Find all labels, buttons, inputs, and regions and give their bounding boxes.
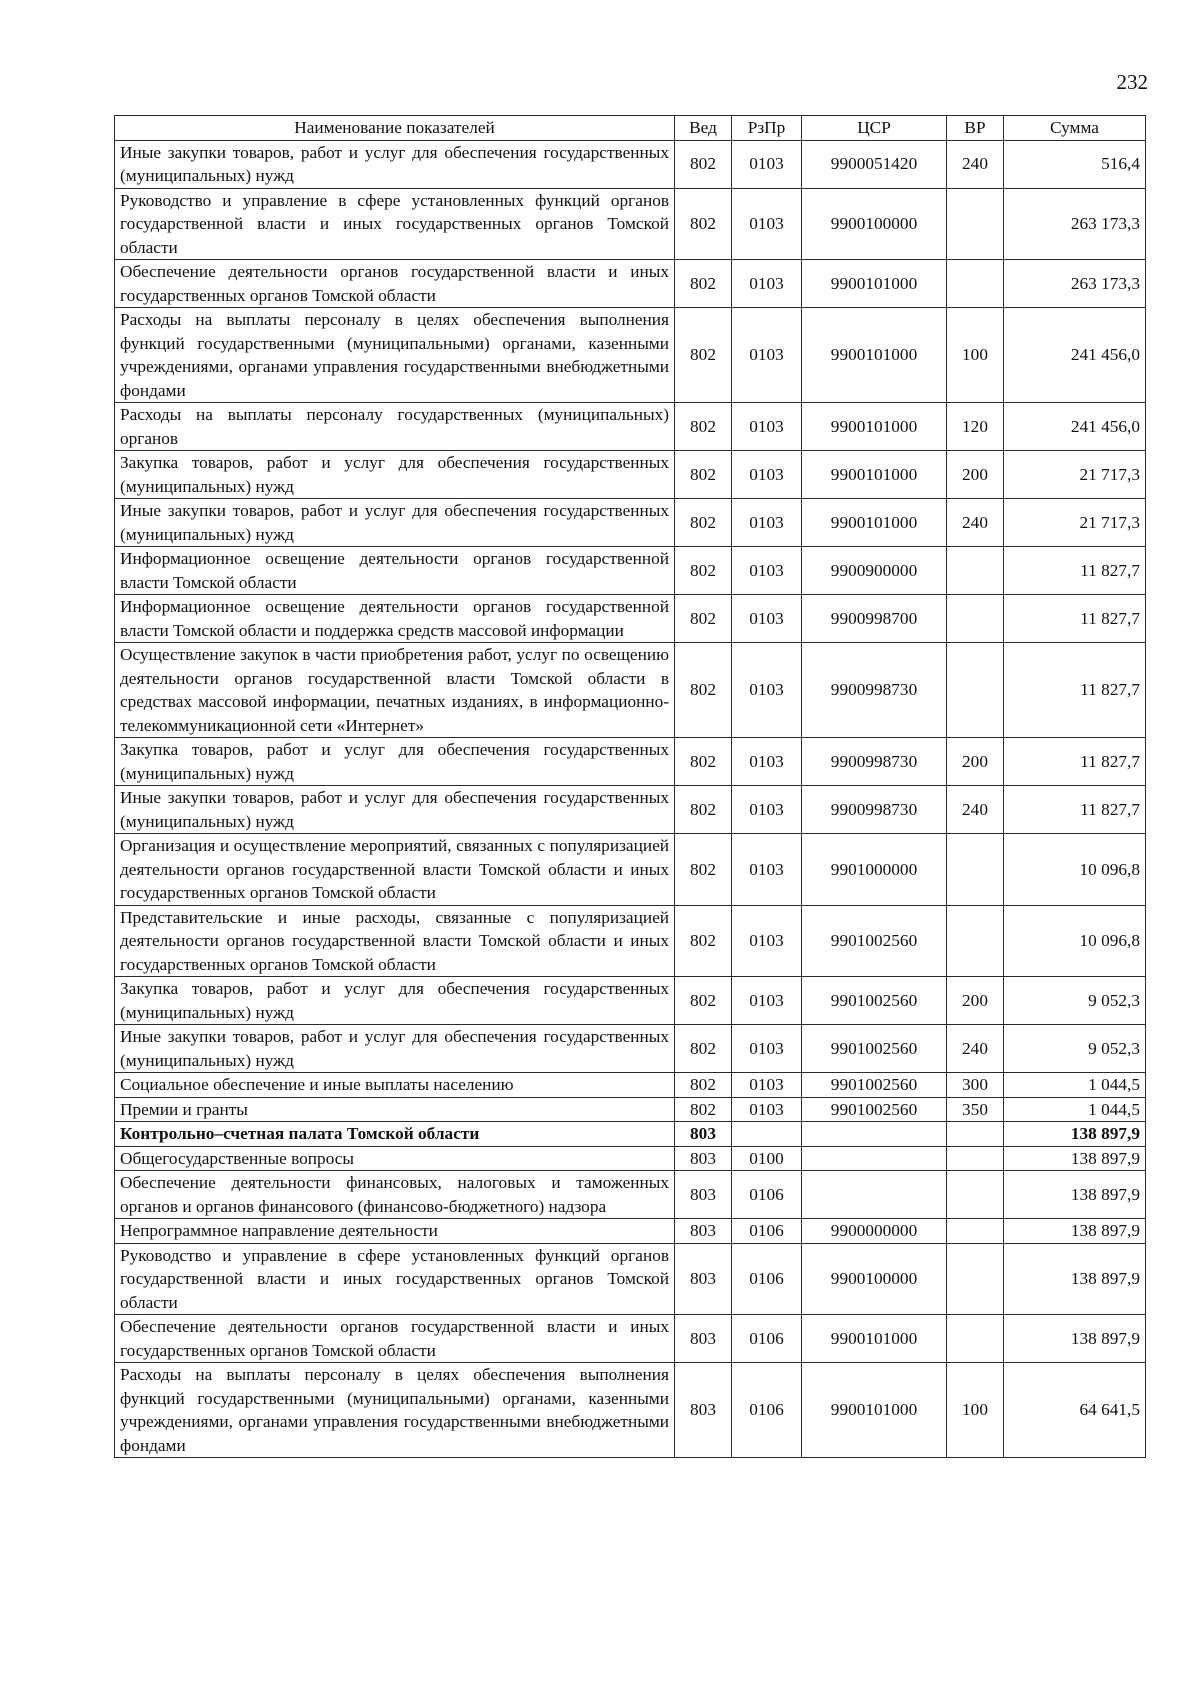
cell-vr: 240	[947, 786, 1004, 834]
cell-rzpr: 0106	[732, 1363, 802, 1458]
table-body	[115, 140, 1146, 1458]
cell-name: Информационное освещение деятельности органов государственной власти Томской области и поддержка средств массовой информации	[115, 595, 675, 643]
cell-ved: 802	[675, 977, 732, 1025]
cell-ved: 802	[675, 738, 732, 786]
cell-vr	[947, 547, 1004, 595]
header-rzpr: РзПр	[732, 116, 802, 141]
cell-csr: 9900101000	[802, 499, 947, 547]
table-row	[115, 1171, 1146, 1219]
cell-sum: 11 827,7	[1004, 786, 1146, 834]
cell-ved: 802	[675, 1073, 732, 1098]
cell-rzpr: 0106	[732, 1243, 802, 1315]
cell-csr: 9900998730	[802, 786, 947, 834]
cell-name: Закупка товаров, работ и услуг для обеспечения государственных (муниципальных) нужд	[115, 977, 675, 1025]
cell-name: Расходы на выплаты персоналу в целях обеспечения выполнения функций государственными (муниципальными) органами, казенными учреждениями, органами управления государственными внебюджетными фондами	[115, 1363, 675, 1458]
cell-name: Закупка товаров, работ и услуг для обеспечения государственных (муниципальных) нужд	[115, 451, 675, 499]
cell-rzpr: 0103	[732, 786, 802, 834]
table-row	[115, 1363, 1146, 1458]
header-name: Наименование показателей	[115, 116, 675, 141]
cell-vr	[947, 1146, 1004, 1171]
cell-vr: 200	[947, 738, 1004, 786]
table-row	[115, 547, 1146, 595]
cell-sum: 10 096,8	[1004, 834, 1146, 906]
cell-name: Обеспечение деятельности органов государственной власти и иных государственных органов Томской области	[115, 1315, 675, 1363]
cell-vr	[947, 1243, 1004, 1315]
cell-vr	[947, 1315, 1004, 1363]
cell-rzpr: 0103	[732, 308, 802, 403]
cell-vr: 240	[947, 499, 1004, 547]
budget-table	[114, 115, 1146, 1458]
table-row	[115, 403, 1146, 451]
cell-sum: 138 897,9	[1004, 1122, 1146, 1147]
cell-rzpr: 0103	[732, 140, 802, 188]
cell-csr: 9900101000	[802, 1315, 947, 1363]
cell-rzpr	[732, 1122, 802, 1147]
cell-csr: 9900998730	[802, 643, 947, 738]
table-row	[115, 1146, 1146, 1171]
cell-ved: 802	[675, 547, 732, 595]
cell-sum: 241 456,0	[1004, 308, 1146, 403]
cell-sum: 9 052,3	[1004, 977, 1146, 1025]
cell-vr	[947, 834, 1004, 906]
cell-rzpr: 0103	[732, 547, 802, 595]
cell-ved: 802	[675, 403, 732, 451]
cell-vr	[947, 905, 1004, 977]
cell-vr: 350	[947, 1097, 1004, 1122]
cell-sum: 21 717,3	[1004, 499, 1146, 547]
cell-ved: 802	[675, 1025, 732, 1073]
cell-vr	[947, 1219, 1004, 1244]
cell-ved: 802	[675, 595, 732, 643]
table-row	[115, 499, 1146, 547]
cell-name: Представительские и иные расходы, связанные с популяризацией деятельности органов государственной власти Томской области и иных государственных органов Томской области	[115, 905, 675, 977]
cell-vr: 200	[947, 977, 1004, 1025]
cell-sum: 138 897,9	[1004, 1315, 1146, 1363]
table-row	[115, 1097, 1146, 1122]
cell-ved: 802	[675, 643, 732, 738]
cell-rzpr: 0103	[732, 260, 802, 308]
cell-ved: 802	[675, 308, 732, 403]
cell-rzpr: 0103	[732, 1073, 802, 1098]
cell-name: Осуществление закупок в части приобретения работ, услуг по освещению деятельности органов государственной власти Томской области в средствах массовой информации, печатных изданиях, в информационно-телекоммуникационной сети «Интернет»	[115, 643, 675, 738]
table-row	[115, 140, 1146, 188]
cell-name: Контрольно–счетная палата Томской области	[115, 1122, 675, 1147]
cell-rzpr: 0103	[732, 905, 802, 977]
table-row	[115, 451, 1146, 499]
cell-name: Руководство и управление в сфере установленных функций органов государственной власти и иных государственных органов Томской области	[115, 188, 675, 260]
cell-rzpr: 0103	[732, 595, 802, 643]
table-row	[115, 260, 1146, 308]
cell-sum: 11 827,7	[1004, 595, 1146, 643]
cell-vr	[947, 595, 1004, 643]
header-ved: Вед	[675, 116, 732, 141]
table-row	[115, 1243, 1146, 1315]
cell-vr	[947, 188, 1004, 260]
cell-rzpr: 0103	[732, 1097, 802, 1122]
cell-sum: 1 044,5	[1004, 1097, 1146, 1122]
cell-csr: 9901000000	[802, 834, 947, 906]
cell-ved: 802	[675, 499, 732, 547]
table-row	[115, 1073, 1146, 1098]
cell-name: Руководство и управление в сфере установленных функций органов государственной власти и иных государственных органов Томской области	[115, 1243, 675, 1315]
table-row	[115, 1025, 1146, 1073]
cell-sum: 138 897,9	[1004, 1146, 1146, 1171]
cell-name: Иные закупки товаров, работ и услуг для обеспечения государственных (муниципальных) нужд	[115, 786, 675, 834]
cell-vr	[947, 1171, 1004, 1219]
cell-csr: 9900101000	[802, 451, 947, 499]
table-row	[115, 308, 1146, 403]
cell-sum: 9 052,3	[1004, 1025, 1146, 1073]
cell-sum: 11 827,7	[1004, 547, 1146, 595]
cell-name: Иные закупки товаров, работ и услуг для обеспечения государственных (муниципальных) нужд	[115, 140, 675, 188]
cell-sum: 1 044,5	[1004, 1073, 1146, 1098]
cell-csr: 9901002560	[802, 1073, 947, 1098]
cell-sum: 11 827,7	[1004, 738, 1146, 786]
cell-ved: 803	[675, 1243, 732, 1315]
table-row	[115, 738, 1146, 786]
cell-sum: 138 897,9	[1004, 1243, 1146, 1315]
table-row	[115, 1315, 1146, 1363]
cell-ved: 803	[675, 1171, 732, 1219]
cell-rzpr: 0103	[732, 403, 802, 451]
cell-vr	[947, 260, 1004, 308]
cell-ved: 802	[675, 905, 732, 977]
cell-csr: 9900998700	[802, 595, 947, 643]
table-row	[115, 977, 1146, 1025]
cell-csr: 9900100000	[802, 1243, 947, 1315]
cell-ved: 803	[675, 1146, 732, 1171]
cell-vr: 240	[947, 1025, 1004, 1073]
header-sum: Сумма	[1004, 116, 1146, 141]
cell-ved: 802	[675, 260, 732, 308]
table-row	[115, 643, 1146, 738]
cell-name: Премии и гранты	[115, 1097, 675, 1122]
cell-rzpr: 0103	[732, 188, 802, 260]
cell-ved: 802	[675, 1097, 732, 1122]
table-row	[115, 595, 1146, 643]
cell-csr	[802, 1146, 947, 1171]
cell-vr: 100	[947, 308, 1004, 403]
cell-csr: 9901002560	[802, 1025, 947, 1073]
cell-rzpr: 0103	[732, 1025, 802, 1073]
cell-name: Общегосударственные вопросы	[115, 1146, 675, 1171]
cell-rzpr: 0103	[732, 977, 802, 1025]
cell-csr: 9901002560	[802, 905, 947, 977]
table-row	[115, 786, 1146, 834]
cell-sum: 21 717,3	[1004, 451, 1146, 499]
cell-name: Расходы на выплаты персоналу государственных (муниципальных) органов	[115, 403, 675, 451]
table-row	[115, 834, 1146, 906]
cell-rzpr: 0103	[732, 738, 802, 786]
cell-ved: 802	[675, 140, 732, 188]
cell-vr	[947, 1122, 1004, 1147]
page-number: 232	[1116, 70, 1148, 94]
cell-name: Обеспечение деятельности финансовых, налоговых и таможенных органов и органов финансового (финансово-бюджетного) надзора	[115, 1171, 675, 1219]
cell-sum: 241 456,0	[1004, 403, 1146, 451]
cell-vr: 240	[947, 140, 1004, 188]
cell-ved: 802	[675, 188, 732, 260]
cell-name: Закупка товаров, работ и услуг для обеспечения государственных (муниципальных) нужд	[115, 738, 675, 786]
table-row	[115, 1219, 1146, 1244]
cell-rzpr: 0103	[732, 499, 802, 547]
cell-csr: 9900101000	[802, 1363, 947, 1458]
cell-sum: 263 173,3	[1004, 260, 1146, 308]
cell-name: Иные закупки товаров, работ и услуг для обеспечения государственных (муниципальных) нужд	[115, 1025, 675, 1073]
cell-name: Организация и осуществление мероприятий, связанных с популяризацией деятельности органов государственной власти Томской области и иных государственных органов Томской области	[115, 834, 675, 906]
cell-ved: 802	[675, 451, 732, 499]
cell-vr	[947, 643, 1004, 738]
cell-vr: 100	[947, 1363, 1004, 1458]
cell-rzpr: 0103	[732, 834, 802, 906]
cell-sum: 10 096,8	[1004, 905, 1146, 977]
cell-csr: 9901002560	[802, 1097, 947, 1122]
cell-csr	[802, 1122, 947, 1147]
table-row	[115, 188, 1146, 260]
table-row	[115, 905, 1146, 977]
cell-vr: 120	[947, 403, 1004, 451]
cell-ved: 802	[675, 786, 732, 834]
cell-ved: 803	[675, 1219, 732, 1244]
cell-csr: 9900900000	[802, 547, 947, 595]
table-header-row	[115, 116, 1146, 141]
cell-rzpr: 0103	[732, 451, 802, 499]
cell-sum: 64 641,5	[1004, 1363, 1146, 1458]
cell-rzpr: 0106	[732, 1219, 802, 1244]
cell-name: Социальное обеспечение и иные выплаты населению	[115, 1073, 675, 1098]
cell-rzpr: 0106	[732, 1171, 802, 1219]
cell-rzpr: 0103	[732, 643, 802, 738]
header-csr: ЦСР	[802, 116, 947, 141]
cell-name: Иные закупки товаров, работ и услуг для обеспечения государственных (муниципальных) нужд	[115, 499, 675, 547]
cell-csr	[802, 1171, 947, 1219]
cell-sum: 516,4	[1004, 140, 1146, 188]
cell-name: Обеспечение деятельности органов государственной власти и иных государственных органов Томской области	[115, 260, 675, 308]
cell-sum: 138 897,9	[1004, 1171, 1146, 1219]
cell-ved: 802	[675, 834, 732, 906]
cell-csr: 9900101000	[802, 403, 947, 451]
cell-csr: 9900100000	[802, 188, 947, 260]
cell-sum: 11 827,7	[1004, 643, 1146, 738]
cell-name: Информационное освещение деятельности органов государственной власти Томской области	[115, 547, 675, 595]
cell-name: Непрограммное направление деятельности	[115, 1219, 675, 1244]
table-row	[115, 1122, 1146, 1147]
header-vr: ВР	[947, 116, 1004, 141]
cell-csr: 9900051420	[802, 140, 947, 188]
cell-sum: 263 173,3	[1004, 188, 1146, 260]
cell-ved: 803	[675, 1363, 732, 1458]
cell-csr: 9901002560	[802, 977, 947, 1025]
cell-ved: 803	[675, 1315, 732, 1363]
cell-vr: 300	[947, 1073, 1004, 1098]
cell-rzpr: 0106	[732, 1315, 802, 1363]
cell-name: Расходы на выплаты персоналу в целях обеспечения выполнения функций государственными (муниципальными) органами, казенными учреждениями, органами управления государственными внебюджетными фондами	[115, 308, 675, 403]
cell-csr: 9900998730	[802, 738, 947, 786]
cell-csr: 9900101000	[802, 260, 947, 308]
cell-sum: 138 897,9	[1004, 1219, 1146, 1244]
cell-rzpr: 0100	[732, 1146, 802, 1171]
cell-csr: 9900101000	[802, 308, 947, 403]
cell-csr: 9900000000	[802, 1219, 947, 1244]
cell-vr: 200	[947, 451, 1004, 499]
cell-ved: 803	[675, 1122, 732, 1147]
